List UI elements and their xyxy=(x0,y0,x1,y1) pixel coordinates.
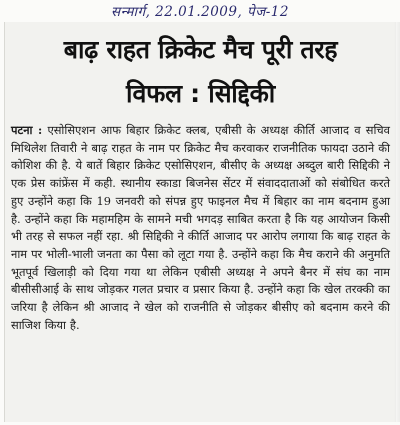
headline-line-1: बाढ़ राहत क्रिकेट मैच पूरी तरह xyxy=(63,35,338,64)
source-date-note: सन्मार्ग, 22.01.2009, पेज-12 xyxy=(111,4,289,20)
clipping-edge-shadow xyxy=(394,22,400,422)
headline xyxy=(9,28,392,116)
article-body xyxy=(11,122,390,334)
headline-line-2: विफल : सिद्दिकी xyxy=(126,79,275,108)
newspaper-clipping xyxy=(4,22,396,422)
article-dateline: पटना : xyxy=(11,123,43,137)
article-text: एसोसिएशन आफ बिहार क्रिकेट क्लब, एबीसी के अध्यक्ष कीर्ति आजाद व सचिव मिथिलेश तिवारी ने बाढ़ राहत के नाम पर क्रिकेट मैच करवाकर राजनीतिक फायदा उठाने की कोशिश की है. ये बातें बिहार क्रिकेट एसोसिएशन, बीसीए के अध्यक्ष अब्दुल बारी सिद्दिकी ने एक प्रेस कांफ्रेंस में कही. स्थानीय स्काडा बिजनेस सेंटर में संवाददाताओं को संबोधित करते हुए उन्होंने कहा कि 19 जनवरी को संपन्न हुए फाइनल मैच में बिहार का नाम बदनाम हुआ है. उन्होंने कहा कि महामहिम के सामने मची भगदड़ साबित करता है कि यह आयोजन किसी भी तरह से सफल नहीं रहा. श्री सिद्दिकी ने कीर्ति आजाद पर आरोप लगाया कि बाढ़ राहत के नाम पर भोली-भाली जनता का पैसा को लूटा गया है. उन्होंने कहा कि मैच कराने की अनुमति भूतपूर्व खिलाड़ी को दिया गया था लेकिन एबीसी अध्यक्ष ने अपने बैनर में संघ का नाम बीसीसीआई के साथ जोड़कर गलत प्रचार व प्रसार किया है. उन्होंने कहा कि खेल तरक्की का जरिया है लेकिन श्री आजाद ने खेल को राजनीति से जोड़कर बीसीए को बदनाम करने की साजिश किया है. xyxy=(11,123,390,332)
